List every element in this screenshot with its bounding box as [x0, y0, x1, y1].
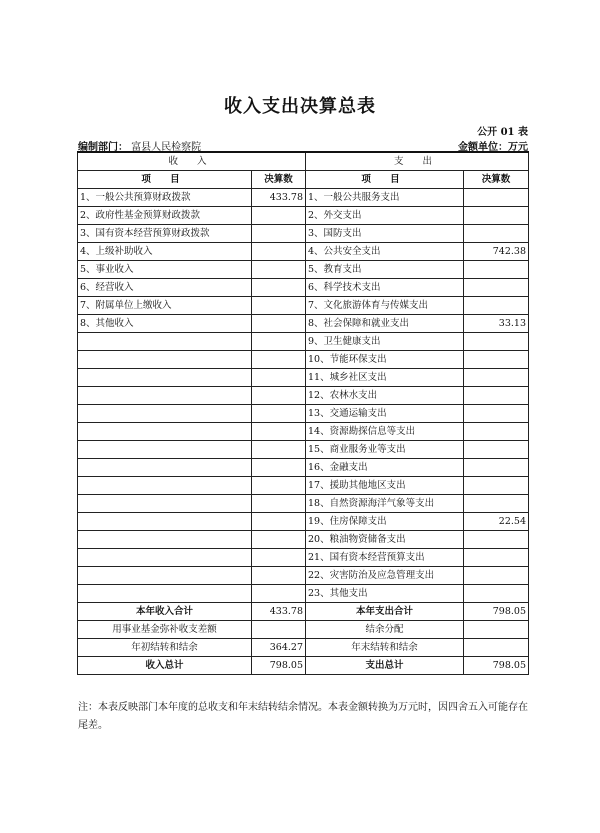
- table-row: [78, 549, 529, 567]
- expense-value: 33.13: [464, 315, 529, 333]
- income-item: 3、国有资本经营预算财政拨款: [78, 225, 252, 243]
- table-row: [78, 369, 529, 387]
- income-value: [252, 207, 306, 225]
- income-value: [252, 333, 306, 351]
- income-item: [78, 369, 252, 387]
- income-value: [252, 387, 306, 405]
- income-item-header: 项 目: [78, 171, 252, 189]
- expense-item: 23、其他支出: [306, 585, 464, 603]
- income-value: [252, 441, 306, 459]
- income-item: [78, 495, 252, 513]
- page-title: 收入支出决算总表: [224, 96, 376, 117]
- expense-item: 4、公共安全支出: [306, 243, 464, 261]
- income-item: 8、其他收入: [78, 315, 252, 333]
- income-header: 收 入: [78, 152, 306, 171]
- expense-value: [464, 297, 529, 315]
- summary-income-value: 798.05: [252, 657, 306, 675]
- expense-item: 3、国防支出: [306, 225, 464, 243]
- expense-item: 2、外交支出: [306, 207, 464, 225]
- income-value: [252, 495, 306, 513]
- table-row: [78, 315, 529, 333]
- table-row: [78, 459, 529, 477]
- summary-expense-label: 本年支出合计: [306, 603, 464, 621]
- income-item: [78, 333, 252, 351]
- income-value: [252, 531, 306, 549]
- expense-value: [464, 189, 529, 207]
- expense-value: [464, 441, 529, 459]
- org-name: 富县人民检察院: [131, 142, 202, 153]
- summary-income-value: 364.27: [252, 639, 306, 657]
- income-item: 5、事业收入: [78, 261, 252, 279]
- expense-header: 支 出: [306, 152, 529, 171]
- table-row: [78, 567, 529, 585]
- income-item: [78, 441, 252, 459]
- expense-value: [464, 585, 529, 603]
- expense-item: 1、一般公共服务支出: [306, 189, 464, 207]
- expense-item: 20、粮油物资储备支出: [306, 531, 464, 549]
- income-value: [252, 585, 306, 603]
- expense-value: [464, 279, 529, 297]
- expense-value: [464, 459, 529, 477]
- summary-table: [77, 151, 529, 675]
- form-code: 公开 01 表: [477, 127, 528, 138]
- table-row: [78, 243, 529, 261]
- summary-income-value: 433.78: [252, 603, 306, 621]
- income-item: 2、政府性基金预算财政拨款: [78, 207, 252, 225]
- income-item: [78, 405, 252, 423]
- income-item: [78, 549, 252, 567]
- summary-income-label: 用事业基金弥补收支差额: [78, 621, 252, 639]
- income-value: [252, 243, 306, 261]
- table-row: [78, 279, 529, 297]
- expense-value: [464, 423, 529, 441]
- expense-item: 6、科学技术支出: [306, 279, 464, 297]
- income-value: [252, 549, 306, 567]
- summary-row: [78, 639, 529, 657]
- unit-label: 金额单位：万元: [458, 142, 528, 153]
- summary-row: [78, 621, 529, 639]
- expense-item: 19、住房保障支出: [306, 513, 464, 531]
- expense-value: [464, 549, 529, 567]
- income-item: [78, 351, 252, 369]
- summary-income-label: 收入总计: [78, 657, 252, 675]
- income-value: [252, 315, 306, 333]
- income-value: [252, 369, 306, 387]
- income-item: [78, 423, 252, 441]
- expense-value: [464, 207, 529, 225]
- column-header-row: [78, 171, 529, 189]
- expense-value: [464, 333, 529, 351]
- summary-income-label: 本年收入合计: [78, 603, 252, 621]
- expense-item: 17、援助其他地区支出: [306, 477, 464, 495]
- table-row: [78, 585, 529, 603]
- table-row: [78, 387, 529, 405]
- table-row: [78, 333, 529, 351]
- expense-value: [464, 531, 529, 549]
- income-item: [78, 513, 252, 531]
- expense-value: 742.38: [464, 243, 529, 261]
- expense-item: 12、农林水支出: [306, 387, 464, 405]
- expense-item: 11、城乡社区支出: [306, 369, 464, 387]
- summary-expense-label: 结余分配: [306, 621, 464, 639]
- income-item: 1、一般公共预算财政拨款: [78, 189, 252, 207]
- summary-income-value: [252, 621, 306, 639]
- table-row: [78, 297, 529, 315]
- income-value: [252, 567, 306, 585]
- expense-value: [464, 405, 529, 423]
- expense-value: 22.54: [464, 513, 529, 531]
- expense-item: 5、教育支出: [306, 261, 464, 279]
- income-value: [252, 225, 306, 243]
- income-item: [78, 567, 252, 585]
- footnote: 注：本表反映部门本年度的总收支和年末结转结余情况。本表金额转换为万元时，因四舍五入可能存在尾差。: [78, 702, 528, 731]
- expense-value: [464, 567, 529, 585]
- income-amount-header: 决算数: [252, 171, 306, 189]
- expense-item: 8、社会保障和就业支出: [306, 315, 464, 333]
- expense-item: 22、灾害防治及应急管理支出: [306, 567, 464, 585]
- income-value: [252, 477, 306, 495]
- table-row: [78, 495, 529, 513]
- summary-income-label: 年初结转和结余: [78, 639, 252, 657]
- income-value: [252, 297, 306, 315]
- org-row: [78, 138, 528, 151]
- income-value: [252, 459, 306, 477]
- expense-value: [464, 261, 529, 279]
- income-item: 4、上级补助收入: [78, 243, 252, 261]
- expense-item: 10、节能环保支出: [306, 351, 464, 369]
- income-value: [252, 513, 306, 531]
- expense-item: 18、自然资源海洋气象等支出: [306, 495, 464, 513]
- summary-expense-value: [464, 639, 529, 657]
- summary-expense-value: 798.05: [464, 603, 529, 621]
- table-row: [78, 261, 529, 279]
- income-value: 433.78: [252, 189, 306, 207]
- table-row: [78, 351, 529, 369]
- income-value: [252, 351, 306, 369]
- summary-row: [78, 603, 529, 621]
- expense-value: [464, 351, 529, 369]
- table-row: [78, 225, 529, 243]
- income-item: 7、附属单位上缴收入: [78, 297, 252, 315]
- table-row: [78, 405, 529, 423]
- expense-item: 21、国有资本经营预算支出: [306, 549, 464, 567]
- expense-value: [464, 387, 529, 405]
- income-value: [252, 405, 306, 423]
- expense-value: [464, 225, 529, 243]
- table-row: [78, 513, 529, 531]
- table-row: [78, 423, 529, 441]
- income-value: [252, 261, 306, 279]
- expense-item: 9、卫生健康支出: [306, 333, 464, 351]
- expense-amount-header: 决算数: [464, 171, 529, 189]
- summary-expense-value: 798.05: [464, 657, 529, 675]
- table-row: [78, 477, 529, 495]
- expense-item-header: 项 目: [306, 171, 464, 189]
- income-value: [252, 279, 306, 297]
- org-label: 编制部门：: [78, 142, 128, 153]
- income-item: [78, 477, 252, 495]
- income-item: [78, 459, 252, 477]
- summary-expense-label: 支出总计: [306, 657, 464, 675]
- expense-item: 7、文化旅游体育与传媒支出: [306, 297, 464, 315]
- income-value: [252, 423, 306, 441]
- expense-item: 14、资源勘探信息等支出: [306, 423, 464, 441]
- expense-item: 13、交通运输支出: [306, 405, 464, 423]
- summary-row: [78, 657, 529, 675]
- summary-expense-value: [464, 621, 529, 639]
- expense-value: [464, 495, 529, 513]
- expense-item: 16、金融支出: [306, 459, 464, 477]
- summary-expense-label: 年末结转和结余: [306, 639, 464, 657]
- expense-item: 15、商业服务业等支出: [306, 441, 464, 459]
- income-item: 6、经营收入: [78, 279, 252, 297]
- table-row: [78, 441, 529, 459]
- income-item: [78, 387, 252, 405]
- table-row: [78, 189, 529, 207]
- income-item: [78, 531, 252, 549]
- expense-value: [464, 477, 529, 495]
- table-row: [78, 531, 529, 549]
- section-header-row: [78, 152, 529, 171]
- income-item: [78, 585, 252, 603]
- table-row: [78, 207, 529, 225]
- expense-value: [464, 369, 529, 387]
